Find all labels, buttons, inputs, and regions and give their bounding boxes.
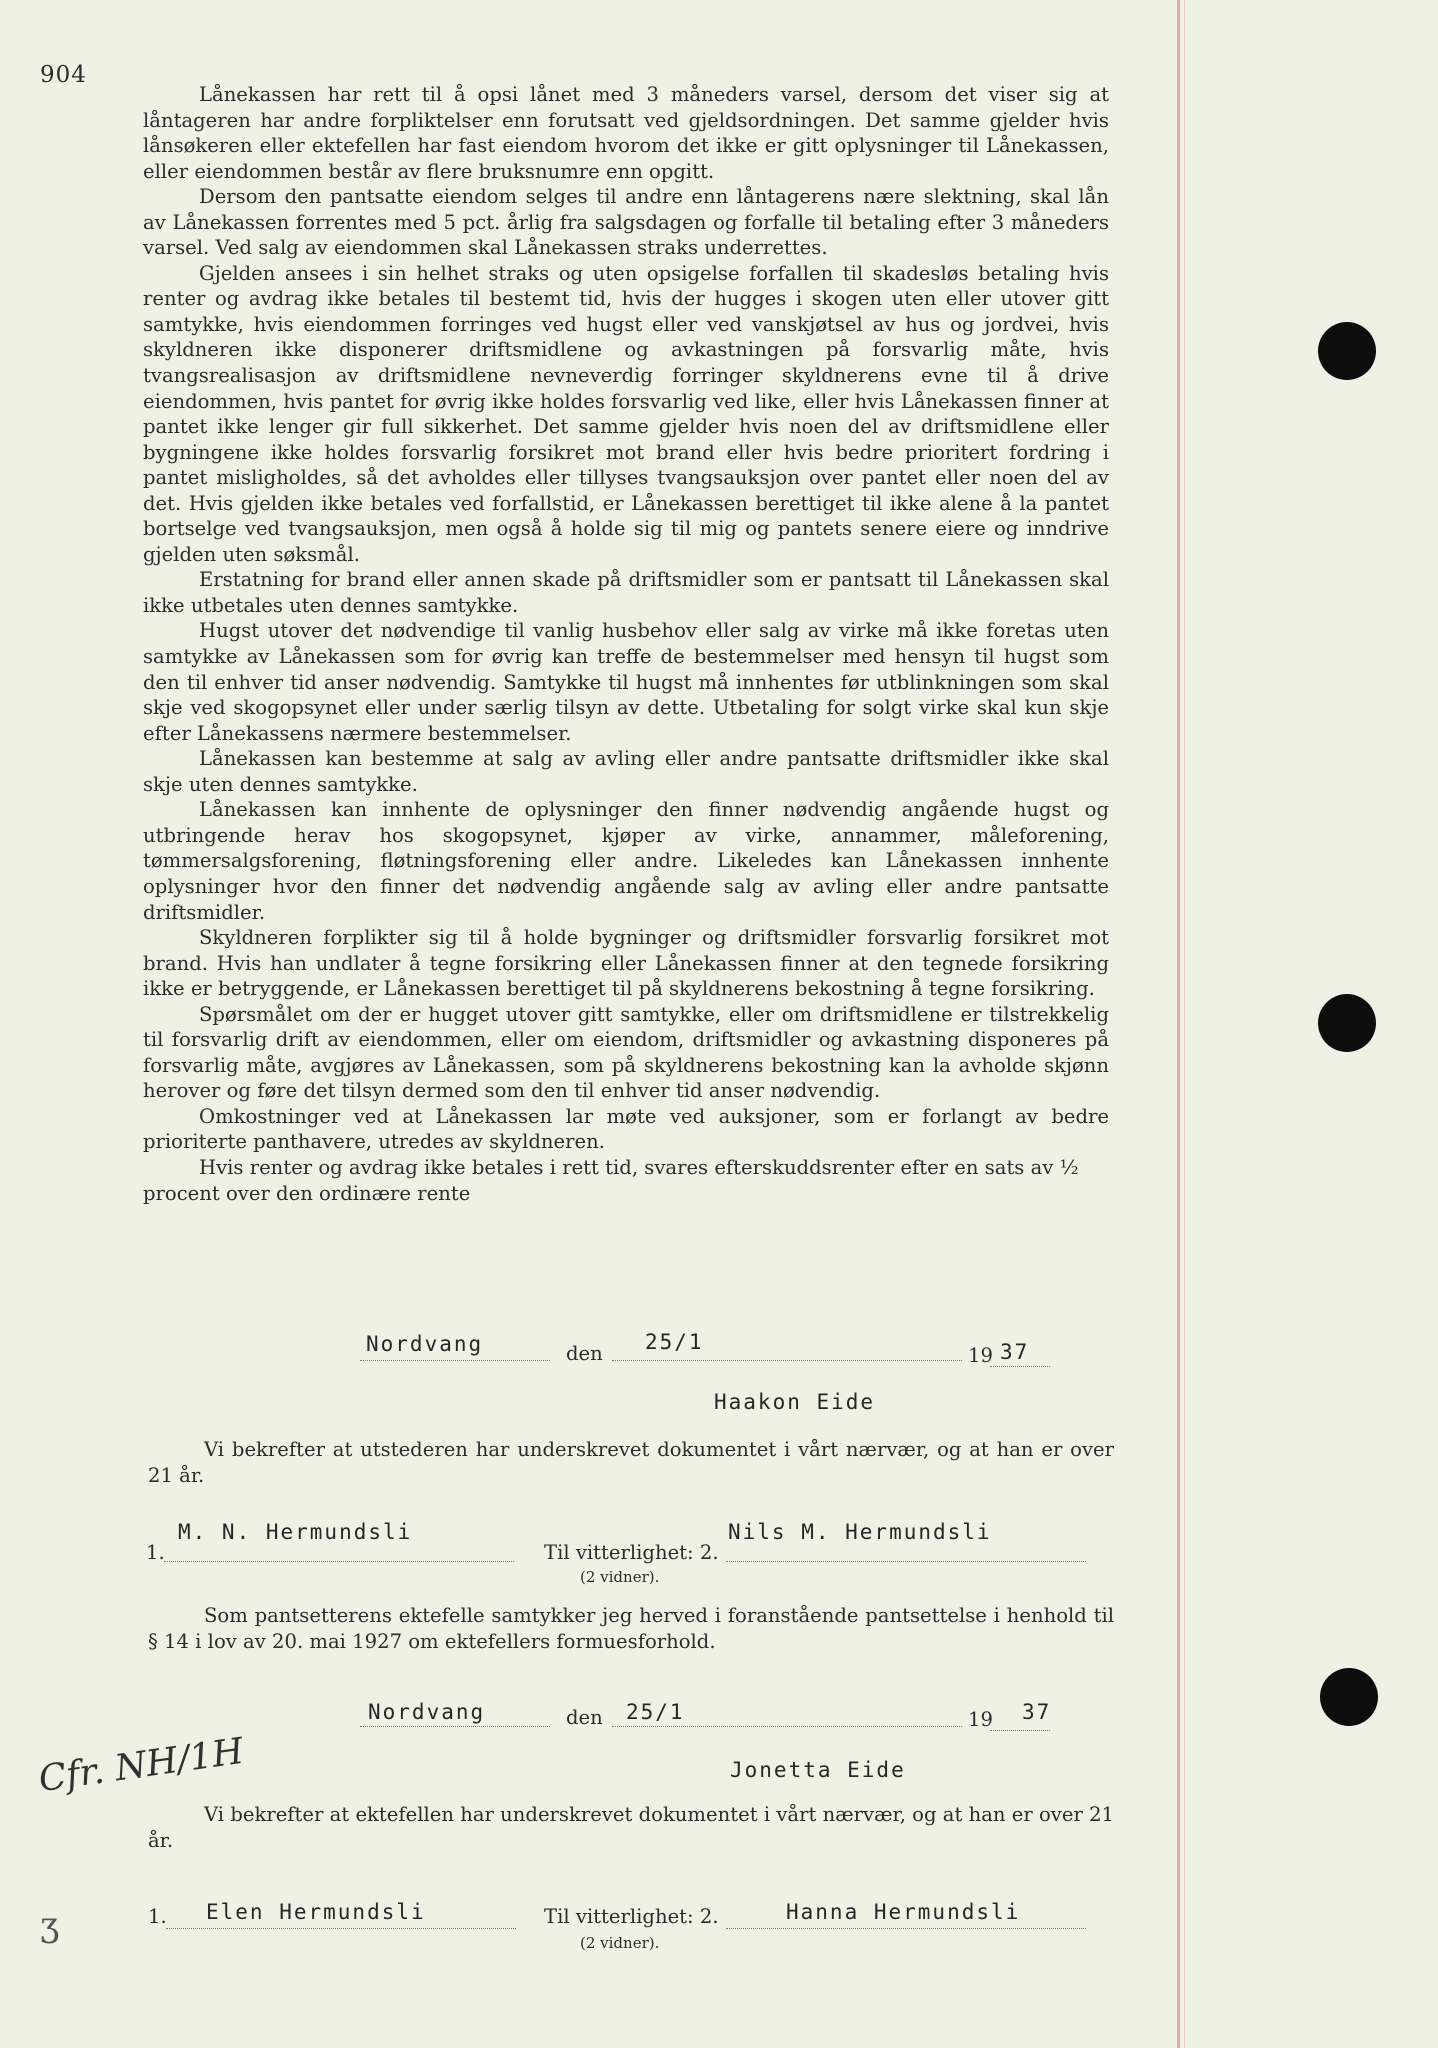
- year-suffix: 37: [1000, 1340, 1030, 1364]
- handwritten-margin-note: Cfr. NH/1H: [36, 1730, 247, 1801]
- paragraph: Hvis renter og avdrag ikke betales i rett tid, svares efterskuddsrenter efter en sats av ½ procent over den ordinære rente: [143, 1155, 1079, 1205]
- witness-label: Til vitterlighet: 2.: [544, 1905, 719, 1928]
- dotted-line: [726, 1928, 1086, 1929]
- den-label: den: [566, 1706, 603, 1729]
- paragraph: Lånekassen kan bestemme at salg av avling eller andre pantsatte driftsmidler ikke skal skje uten dennes samtykke.: [143, 747, 1109, 796]
- paragraph: Erstatning for brand eller annen skade på driftsmidler som er pantsatt til Lånekassen skal ikke utbetales uten dennes samtykke.: [143, 568, 1109, 617]
- witness-statement: [148, 1437, 1114, 1488]
- paragraph: Skyldneren forplikter sig til å holde bygninger og driftsmidler forsvarlig forsikret mot brand. Hvis han undlater å tegne forsikring eller Lånekassen finner at den tegnede forsikring ikke er betryggende, er Lånekassen berettiget til på skyldnerens bekostning å tegne forsikring.: [143, 926, 1109, 1001]
- witness-name: Nils M. Hermundsli: [728, 1520, 992, 1544]
- year-prefix: 19: [968, 1708, 993, 1731]
- dotted-line: [360, 1360, 550, 1361]
- dotted-line: [612, 1360, 962, 1361]
- witness-name: Hanna Hermundsli: [786, 1900, 1021, 1924]
- signer-name: Haakon Eide: [714, 1390, 876, 1414]
- loan-terms-text: [143, 82, 1109, 1206]
- witness-number: 1.: [148, 1905, 167, 1928]
- paragraph: Hugst utover det nødvendige til vanlig husbehov eller salg av virke må ikke foretas uten samtykke av Lånekassen som for øvrig kan treffe de bestemmelser med hensyn til hugst som den til enhver tid anser nødvendig. Samtykke til hugst må innhentes før utblinkningen som skal skje ved skogopsynet eller under særlig tilsyn av dette. Utbetaling for solgt virke skal kun skje efter Lånekassens nærmere bestemmelser.: [143, 619, 1109, 745]
- paragraph: Lånekassen har rett til å opsi lånet med 3 måneders varsel, dersom det viser sig at låntageren har andre forpliktelser enn forutsatt ved gjeldsordningen. Det samme gjelder hvis lånsøkeren eller ektefellen har fast eiendom hvorom det ikke er gitt oplysninger til Lånekassen, eller eiendommen består av flere bruksnumre enn opgitt.: [143, 83, 1109, 183]
- dotted-line: [726, 1561, 1086, 1562]
- witness-name: Elen Hermundsli: [206, 1900, 426, 1924]
- consent-statement: [148, 1603, 1114, 1654]
- paragraph: Omkostninger ved at Lånekassen lar møte ved auksjoner, som er forlangt av bedre prioriterte panthavere, utredes av skyldneren.: [143, 1104, 1109, 1154]
- red-margin-line-secondary: [1184, 0, 1185, 2048]
- witness-statement-text: Vi bekrefter at utstederen har underskrevet dokumentet i vårt nærvær, og at han er over 21 år.: [148, 1438, 1114, 1487]
- paragraph: Spørsmålet om der er hugget utover gitt samtykke, eller om driftsmidlene er tilstrekkelig til forsvarlig drift av eiendommen, eller om eiendom, driftsmidler og avkastning disponeres på forsvarlig måte, avgjøres av Lånekassen, som på skyldnerens bekostning kan la avholde skjønn herover og føre det tilsyn dermed som den til enhver tid anser nødvendig.: [143, 1002, 1109, 1103]
- year-prefix: 19: [968, 1344, 993, 1367]
- signature-date: 25/1: [626, 1700, 685, 1724]
- paragraph: Lånekassen kan innhente de oplysninger den finner nødvendig angående hugst og utbringende herav hos skogopsynet, kjøper av virke, annammer, måleforening, tømmersalgsforening, fløtningsforening eller andre. Likeledes kan Lånekassen innhente oplysninger hvor den finner det nødvendig angående salg av avling eller andre pantsatte driftsmidler.: [143, 798, 1109, 924]
- margin-scribble: ʒ: [40, 1905, 60, 1945]
- dotted-line: [360, 1726, 550, 1727]
- signature-place: Nordvang: [368, 1700, 486, 1724]
- signature-place: Nordvang: [366, 1332, 484, 1356]
- punch-hole-icon: [1318, 994, 1376, 1052]
- page-number: 904: [40, 62, 87, 88]
- witness-number: 1.: [146, 1541, 165, 1564]
- witness-count-note: (2 vidner).: [580, 1934, 660, 1952]
- paragraph: Dersom den pantsatte eiendom selges til andre enn låntagerens nære slektning, skal lån av Lånekassen forrentes med 5 pct. årlig fra salgsdagen og forfalle til betaling efter 3 måneders varsel. Ved salg av eiendommen skal Lånekassen straks underrettes.: [143, 185, 1109, 260]
- punch-hole-icon: [1318, 322, 1376, 380]
- signer-name: Jonetta Eide: [730, 1758, 906, 1782]
- dotted-line: [612, 1726, 962, 1727]
- witness-statement-text: Vi bekrefter at ektefellen har underskrevet dokumentet i vårt nærvær, og at han er over 21 år.: [148, 1803, 1114, 1852]
- red-margin-line: [1177, 0, 1180, 2048]
- signature-date: 25/1: [645, 1330, 704, 1354]
- dotted-line: [164, 1561, 514, 1562]
- dotted-line: [166, 1928, 516, 1929]
- consent-statement-text: Som pantsetterens ektefelle samtykker jeg herved i foranstående pantsettelse i henhold til § 14 i lov av 20. mai 1927 om ektefellers formuesforhold.: [148, 1604, 1114, 1653]
- den-label: den: [566, 1342, 603, 1365]
- witness-count-note: (2 vidner).: [580, 1568, 660, 1586]
- witness-name: M. N. Hermundsli: [178, 1520, 413, 1544]
- paragraph: Gjelden ansees i sin helhet straks og uten opsigelse forfallen til skadesløs betaling hvis renter og avdrag ikke betales til bestemt tid, hvis der hugges i skogen uten eller utover gitt samtykke, hvis eiendommen forringes ved hugst eller ved vanskjøtsel av hus og jordvei, hvis skyldneren ikke disponerer driftsmidlene og avkastningen på forsvarlig måte, hvis tvangsrealisasjon av driftsmidlene nevneverdig forringer skyldnerens evne til å drive eiendommen, hvis pantet for øvrig ikke holdes forsvarlig ved like, eller hvis Lånekassen finner at pantet ikke lenger gir full sikkerhet. Det samme gjelder hvis noen del av driftsmidlene eller bygningene ikke holdes forsvarlig forsikret mot brand eller hvis bedre prioritert fordring i pantet misligholdes, så det avholdes eller tillyses tvangsauksjon over pantet eller noen del av det. Hvis gjelden ikke betales ved forfallstid, er Lånekassen berettiget til ikke alene å la pantet bortselge ved tvangsauksjon, men også å holde sig til mig og pantets senere eiere og inndrive gjelden uten søksmål.: [143, 261, 1109, 566]
- dotted-line: [990, 1730, 1050, 1731]
- year-suffix: 37: [1022, 1700, 1052, 1724]
- witness-label: Til vitterlighet: 2.: [544, 1541, 719, 1564]
- witness-statement: [148, 1802, 1114, 1853]
- dotted-line: [990, 1366, 1050, 1367]
- punch-hole-icon: [1320, 1668, 1378, 1726]
